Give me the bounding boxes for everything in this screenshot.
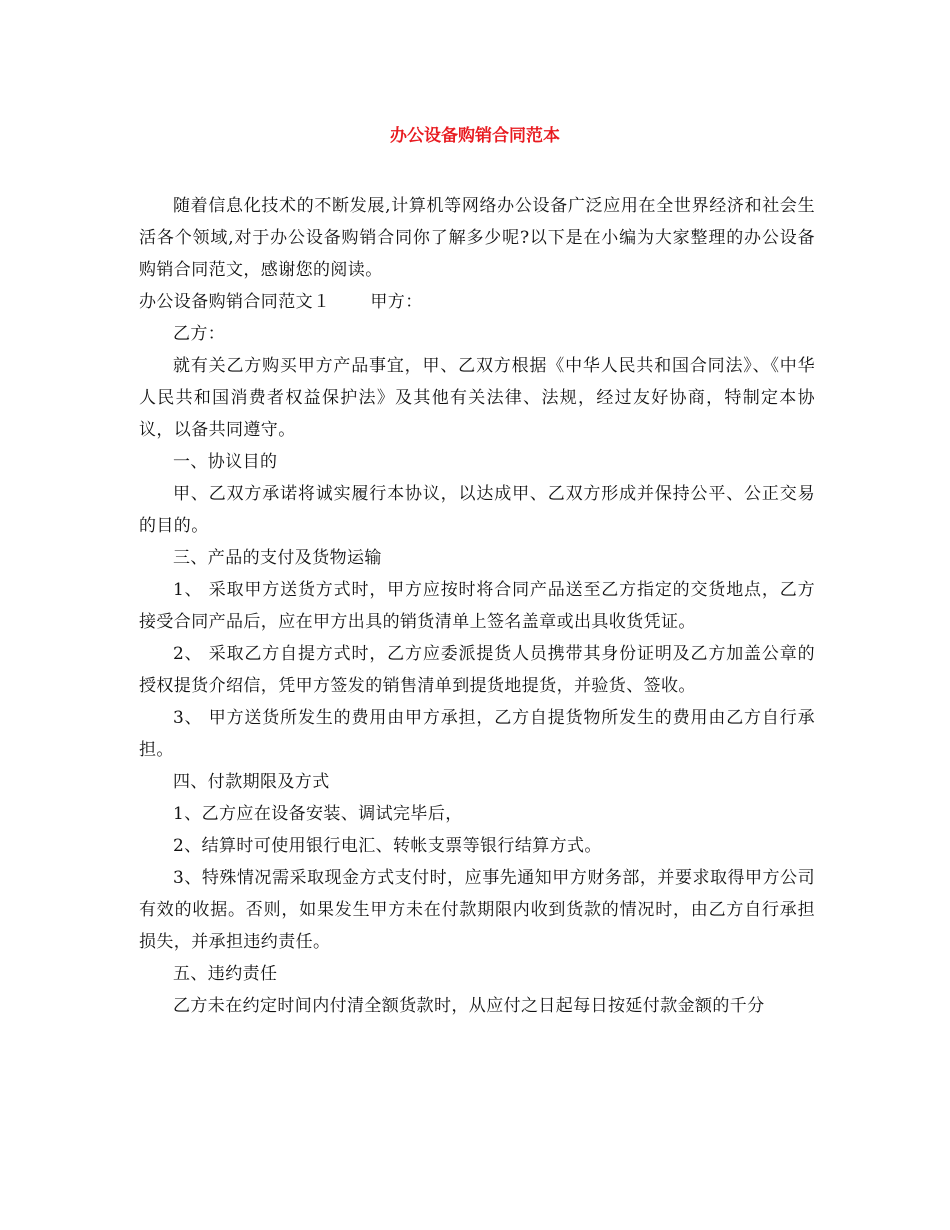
section4-item-2: 2、结算时可使用银行电汇、转帐支票等银行结算方式。 xyxy=(173,836,602,856)
section1-heading: 一、协议目的 xyxy=(173,452,278,472)
intro-paragraph: 随着信息化技术的不断发展,计算机等网络办公设备广泛应用在全世界经济和社会生活各个领域,对于办公设备购销合同你了解多少呢?以下是在小编为大家整理的办公设备购销合同范文，感谢您的阅读。 xyxy=(139,196,815,280)
section5-heading: 五、违约责任 xyxy=(173,964,278,984)
party-b-label: 乙方： xyxy=(173,324,226,344)
section3-item-1: 1、 采取甲方送货方式时，甲方应按时将合同产品送至乙方指定的交货地点，乙方接受合同产品后，应在甲方出具的销货清单上签名盖章或出具收货凭证。 xyxy=(139,580,815,632)
party-a-label: 甲方： xyxy=(370,292,423,312)
section3-heading: 三、产品的支付及货物运输 xyxy=(173,548,382,568)
preamble-paragraph: 就有关乙方购买甲方产品事宜，甲、乙双方根据《中华人民共和国合同法》、《中华人民共和国消费者权益保护法》及其他有关法律、法规，经过友好协商，特制定本协议，以备共同遵守。 xyxy=(139,356,815,440)
sample-heading: 办公设备购销合同范文１ xyxy=(139,292,331,312)
section4-item-3: 3、特殊情况需采取现金方式支付时，应事先通知甲方财务部，并要求取得甲方公司有效的收据。否则，如果发生甲方未在付款期限内收到货款的情况时，由乙方自行承担损失，并承担违约责任。 xyxy=(139,868,815,952)
document-title: 办公设备购销合同范本 xyxy=(390,126,560,146)
section1-paragraph: 甲、乙双方承诺将诚实履行本协议，以达成甲、乙双方形成并保持公平、公正交易的目的。 xyxy=(139,484,815,536)
document-body xyxy=(139,190,815,1022)
sample-heading-line xyxy=(139,286,815,318)
section4-item-1: 1、乙方应在设备安装、调试完毕后， xyxy=(173,804,463,824)
section4-heading: 四、付款期限及方式 xyxy=(173,772,330,792)
section3-item-2: 2、 采取乙方自提方式时，乙方应委派提货人员携带其身份证明及乙方加盖公章的授权提货介绍信，凭甲方签发的销售清单到提货地提货，并验货、签收。 xyxy=(139,644,815,696)
section5-paragraph: 乙方未在约定时间内付清全额货款时，从应付之日起每日按延付款金额的千分 xyxy=(173,996,765,1016)
section3-item-3: 3、 甲方送货所发生的费用由甲方承担，乙方自提货物所发生的费用由乙方自行承担。 xyxy=(139,708,815,760)
